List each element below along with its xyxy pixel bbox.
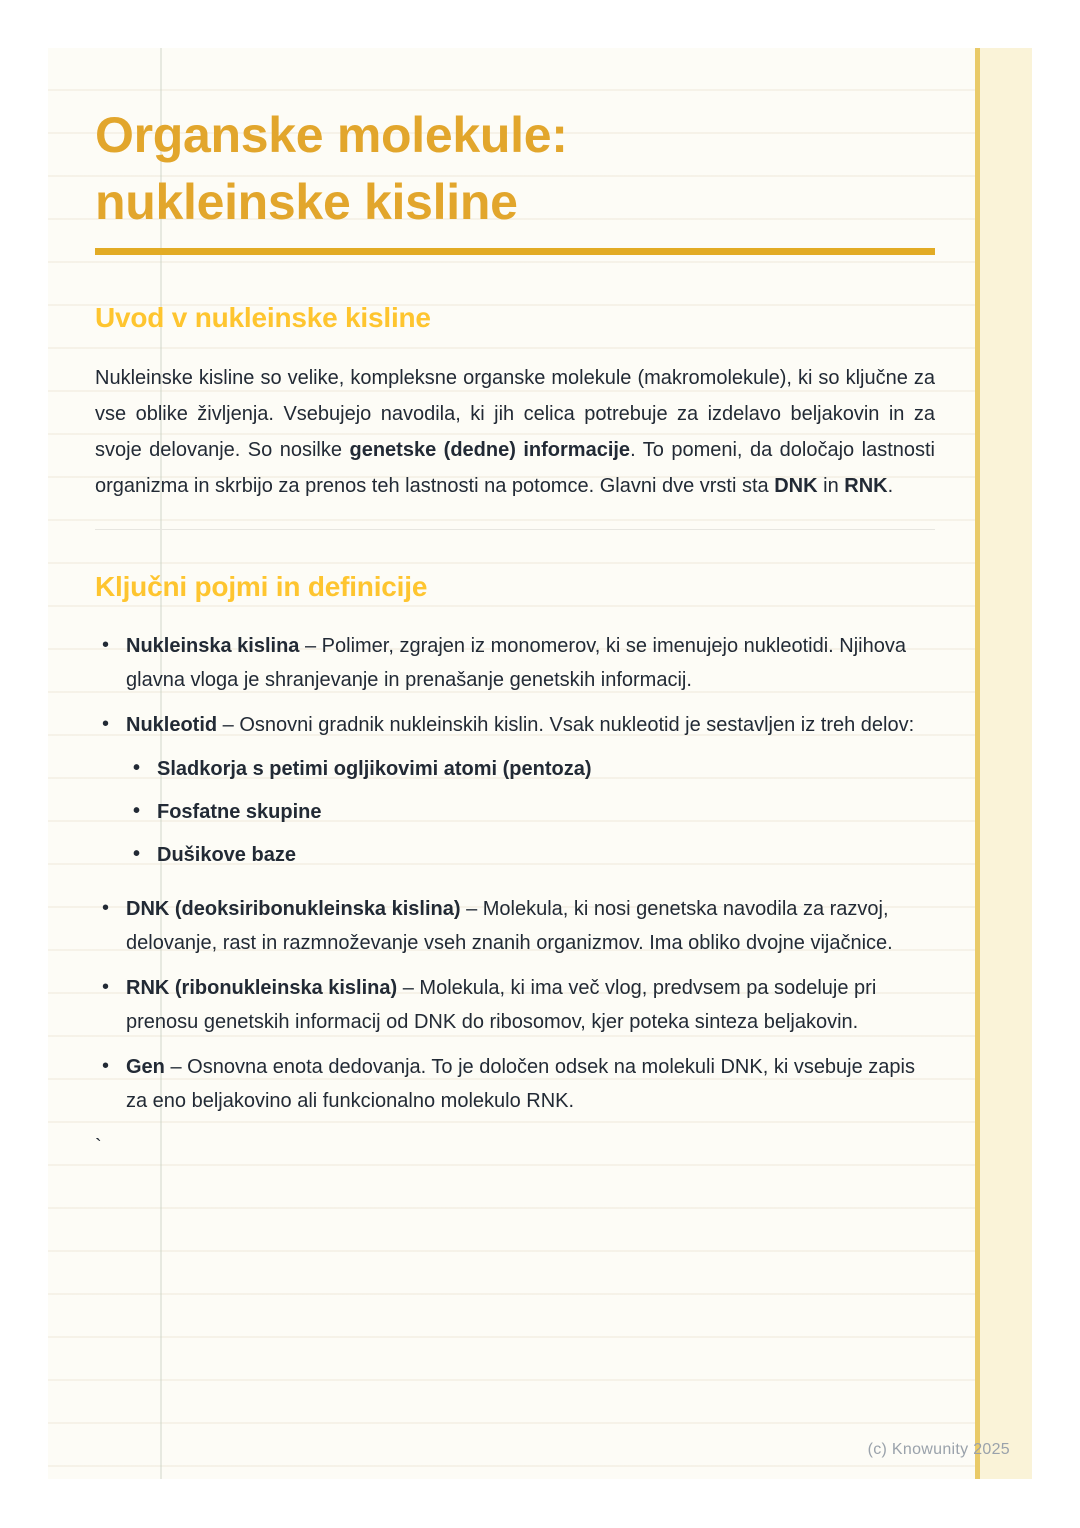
list-subitem-fosfatne-skupine	[126, 795, 935, 829]
list-item-nukleotid	[95, 708, 935, 872]
subitem-label: Dušikove baze	[157, 844, 296, 866]
term-label: Gen	[126, 1056, 165, 1078]
term-definition: – Osnovni gradnik nukleinskih kislin. Vsak nukleotid je sestavljen iz treh delov:	[217, 714, 915, 736]
term-label: Nukleotid	[126, 714, 218, 736]
term-definition: – Osnovna enota dedovanja. To je določen odsek na molekuli DNK, ki vsebuje zapis za eno beljakovino ali funkcionalno molekulo RNK.	[126, 1056, 915, 1112]
term-definition: – Molekula, ki ima več vlog, predvsem pa sodeluje pri prenosu genetskih informacij od DNK do ribosomov, kjer poteka sinteza beljakovin.	[126, 977, 877, 1033]
nucleotide-parts-list	[126, 752, 935, 872]
list-item-dnk	[95, 892, 935, 960]
list-item-gen	[95, 1050, 935, 1118]
term-definition: – Molekula, ki nosi genetska navodila za razvoj, delovanje, rast in razmnoževanje vseh znanih organizmov. Ima obliko dvojne vijačnice.	[126, 898, 893, 954]
text-run-bold: RNK	[844, 475, 888, 497]
text-run: in	[817, 475, 845, 497]
list-item-rnk	[95, 971, 935, 1039]
subitem-label: Sladkorja s petimi ogljikovimi atomi (pentoza)	[157, 758, 592, 780]
list-subitem-pentoza	[126, 752, 935, 786]
page-title-line-1: Organske molekule:	[95, 107, 568, 163]
copyright-notice: (c) Knowunity 2025	[867, 1441, 1010, 1458]
page-title-line-2: nukleinske kisline	[95, 174, 518, 230]
bullet-icon: •	[102, 976, 110, 998]
bullet-icon: •	[102, 897, 110, 919]
section-heading-terms: Ključni pojmi in definicije	[95, 571, 428, 602]
bullet-icon: •	[102, 634, 110, 656]
intro-paragraph	[95, 360, 935, 504]
bullet-icon: •	[102, 713, 110, 735]
side-accent-band	[975, 48, 1032, 1479]
notebook-paper	[48, 48, 1032, 1479]
subitem-label: Fosfatne skupine	[157, 801, 322, 823]
page-title	[95, 102, 935, 236]
term-label: RNK (ribonukleinska kislina)	[126, 977, 398, 999]
title-underline-rule	[95, 248, 935, 255]
terms-list	[95, 629, 935, 1118]
section-divider	[95, 529, 935, 530]
section-heading-intro: Uvod v nukleinske kisline	[95, 302, 431, 333]
list-item-nukleinska-kislina	[95, 629, 935, 697]
bullet-icon: •	[133, 757, 141, 779]
text-run: . To pomeni, da določajo lastnosti organizma in skrbijo za prenos teh lastnosti na potomce. Glavni dve vrsti sta	[95, 439, 936, 497]
term-definition: – Polimer, zgrajen iz monomerov, ki se imenujejo nukleotidi. Njihova glavna vloga je shranjevanje in prenašanje genetskih informacij.	[126, 635, 906, 691]
text-run: .	[887, 475, 894, 497]
bullet-icon: •	[133, 800, 141, 822]
bullet-icon: •	[133, 843, 141, 865]
text-run: Nukleinske kisline so velike, kompleksne organske molekule (makromolekule), ki so ključne za vse oblike življenja. Vsebujejo navodila, ki jih celica potrebuje za izdelavo beljakovin in za svoje delovanje. So nosilke	[95, 367, 935, 461]
text-run-bold: DNK	[774, 475, 818, 497]
stray-backtick: `	[95, 1136, 102, 1158]
term-label: DNK (deoksiribonukleinska kislina)	[126, 898, 461, 920]
term-label: Nukleinska kislina	[126, 635, 300, 657]
text-run-bold: genetske (dedne) informacije	[349, 439, 631, 461]
document-content	[95, 48, 935, 1159]
bullet-icon: •	[102, 1055, 110, 1077]
list-subitem-dusikove-baze	[126, 838, 935, 872]
